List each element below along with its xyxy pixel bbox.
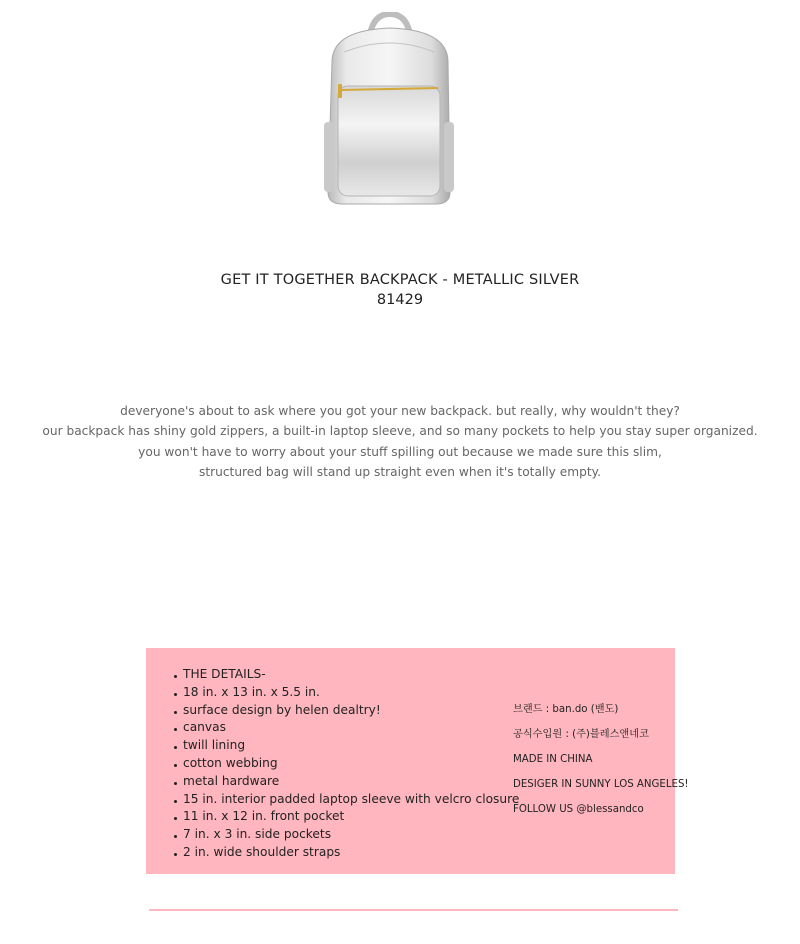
description-line: structured bag will stand up straight even when it's totally empty. [198, 464, 601, 479]
details-panel [146, 648, 689, 874]
brand-info-list [513, 697, 689, 822]
brand-info-item: DESIGER IN SUNNY LOS ANGELES! [513, 779, 689, 790]
brand-info-item: FOLLOW US @blessandco [513, 804, 644, 815]
product-heading [0, 270, 800, 310]
details-item: THE DETAILS- [174, 666, 519, 684]
divider [149, 909, 678, 911]
details-item: surface design by helen dealtry! [174, 702, 519, 720]
brand-info-item: MADE IN CHINA [513, 754, 593, 765]
brand-info-item: 브랜드 : ban.do (밴도) [513, 704, 619, 715]
details-item: 15 in. interior padded laptop sleeve with velcro closure [174, 791, 519, 809]
details-item: canvas [174, 719, 519, 737]
details-list [174, 666, 519, 862]
details-item: 18 in. x 13 in. x 5.5 in. [174, 684, 519, 702]
brand-info-item: 공식수입원 : (주)블레스앤네코 [513, 729, 649, 740]
product-image [318, 12, 460, 208]
description-line: deveryone's about to ask where you got your new backpack. but really, why wouldn't they? [120, 404, 680, 418]
description-line: you won't have to worry about your stuff spilling out because we made sure this slim, [138, 444, 662, 459]
product-description [0, 401, 800, 482]
details-item: 7 in. x 3 in. side pockets [174, 826, 519, 844]
details-item: twill lining [174, 737, 519, 755]
product-title: GET IT TOGETHER BACKPACK - METALLIC SILVER [220, 272, 580, 288]
details-item: cotton webbing [174, 755, 519, 773]
details-item: metal hardware [174, 773, 519, 791]
details-item: 11 in. x 12 in. front pocket [174, 808, 519, 826]
product-code: 81429 [376, 292, 424, 308]
description-line: our backpack has shiny gold zippers, a built-in laptop sleeve, and so many pockets to help you stay super organized. [42, 424, 758, 439]
details-item: 2 in. wide shoulder straps [174, 844, 519, 862]
